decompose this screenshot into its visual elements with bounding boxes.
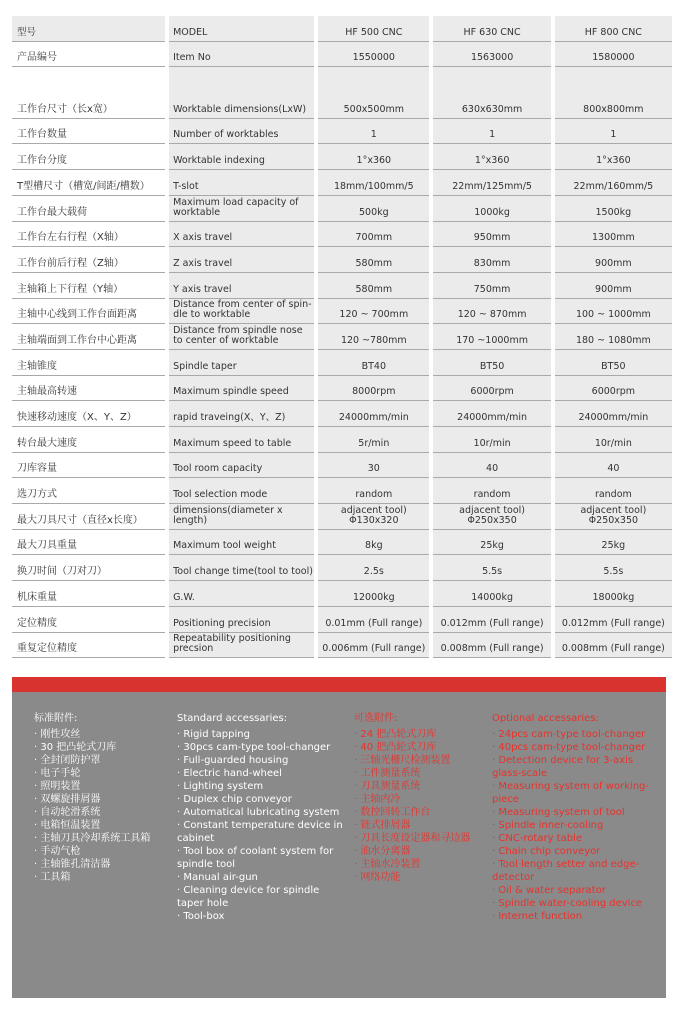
spec-value-hf630: 6000rpm <box>433 376 550 402</box>
accessory-item: · 链式排屑器 <box>354 820 411 831</box>
table-row <box>12 581 672 607</box>
spec-label-zh: 最大刀具尺寸（直径x长度） <box>12 504 165 530</box>
spec-label-zh: 快速移动速度（X、Y、Z） <box>12 401 165 427</box>
spec-label-zh: 转台最大速度 <box>12 427 165 453</box>
item-no-row <box>12 42 672 68</box>
spec-value-hf800: 22mm/160mm/5 <box>555 170 672 196</box>
spec-value-hf800: 6000rpm <box>555 376 672 402</box>
spec-value-hf800: 10r/min <box>555 427 672 453</box>
item-no-hf630: 1563000 <box>433 42 550 68</box>
accessory-item: · Electric hand-wheel <box>177 768 282 779</box>
item-no-hf500: 1550000 <box>318 42 429 68</box>
spec-label-zh: 选刀方式 <box>12 478 165 504</box>
spec-value-hf800: 0.008mm (Full range) <box>555 633 672 659</box>
accessory-item: · 照明装置 <box>34 781 81 792</box>
table-header-row <box>12 16 672 42</box>
table-row <box>12 504 672 530</box>
table-row <box>12 247 672 273</box>
spec-value-hf800: 800x800mm <box>555 93 672 119</box>
spec-label-zh: 最大刀具重量 <box>12 530 165 556</box>
spec-label-en: Tool room capacity <box>169 453 314 479</box>
spec-value-hf500: 0.006mm (Full range) <box>318 633 429 659</box>
spec-label-en: Distance from center of spin-dle to worktable <box>169 299 314 325</box>
spacer-cell <box>318 67 429 93</box>
accessory-item: · 电箱恒温装置 <box>34 820 101 831</box>
spec-label-zh: 工作台尺寸（长x宽） <box>12 93 165 119</box>
spec-value-hf500: 580mm <box>318 273 429 299</box>
spec-label-zh: 工作台左右行程（X轴） <box>12 222 165 248</box>
accessory-item: · Duplex chip conveyor <box>177 794 292 805</box>
spec-value-hf630: 630x630mm <box>433 93 550 119</box>
spec-label-en: Tool selection mode <box>169 478 314 504</box>
spacer-row <box>12 67 672 93</box>
spec-value-hf800: adjacent tool) Φ250x350 <box>555 504 672 530</box>
spec-label-en: Maximum load capacity of worktable <box>169 196 314 222</box>
spec-value-hf630: 1 <box>433 119 550 145</box>
accessory-item: · Spindle inner-cooling <box>492 820 604 831</box>
spec-label-zh: 定位精度 <box>12 607 165 633</box>
spec-value-hf800: BT50 <box>555 350 672 376</box>
standard-zh-list <box>34 728 174 884</box>
standard-accessories-en <box>177 712 347 923</box>
header-model-zh: 型号 <box>12 16 165 42</box>
spec-label-en: Worktable dimensions(LxW) <box>169 93 314 119</box>
spec-label-zh: 工作台数量 <box>12 119 165 145</box>
item-no-hf800: 1580000 <box>555 42 672 68</box>
accessory-item: · Tool length setter and edge-detector <box>492 859 640 883</box>
spec-value-hf500: 18mm/100mm/5 <box>318 170 429 196</box>
table-row <box>12 273 672 299</box>
accessory-item: · Chain chip conveyor <box>492 846 601 857</box>
accessory-item: · 30 把凸轮式刀库 <box>34 742 117 753</box>
header-model-en: MODEL <box>169 16 314 42</box>
accessory-item: · 刀具测量系统 <box>354 781 421 792</box>
accessory-item: · Tool box of coolant system for spindle tool <box>177 846 337 870</box>
spec-value-hf630: 0.008mm (Full range) <box>433 633 550 659</box>
accessory-item: · 主轴水冷装置 <box>354 859 421 870</box>
spec-value-hf630: 170 ~1000mm <box>433 324 550 350</box>
spec-value-hf800: 18000kg <box>555 581 672 607</box>
spec-label-en: Maximum tool weight <box>169 530 314 556</box>
table-row <box>12 299 672 325</box>
spec-label-en: G.W. <box>169 581 314 607</box>
spec-value-hf630: 120 ~ 870mm <box>433 299 550 325</box>
spec-value-hf500: 24000mm/min <box>318 401 429 427</box>
spec-value-hf800: 1°x360 <box>555 144 672 170</box>
spec-value-hf500: 500kg <box>318 196 429 222</box>
accessory-item: · 24 把凸轮式刀库 <box>354 729 437 740</box>
spec-value-hf630: 14000kg <box>433 581 550 607</box>
spec-value-hf630: 1000kg <box>433 196 550 222</box>
spec-label-zh: 刀库容量 <box>12 453 165 479</box>
spacer-cell <box>169 67 314 93</box>
spec-value-hf630: 10r/min <box>433 427 550 453</box>
table-row <box>12 555 672 581</box>
spec-label-en: Spindle taper <box>169 350 314 376</box>
spec-value-hf800: 24000mm/min <box>555 401 672 427</box>
accessory-item: · 主轴内冷 <box>354 794 401 805</box>
spec-label-zh: 主轴最高转速 <box>12 376 165 402</box>
spec-value-hf630: 22mm/125mm/5 <box>433 170 550 196</box>
accessory-item: · 数控回转工作台 <box>354 807 431 818</box>
spec-value-hf800: 5.5s <box>555 555 672 581</box>
accessory-item: · 40 把凸轮式刀库 <box>354 742 437 753</box>
spec-value-hf630: 1°x360 <box>433 144 550 170</box>
spec-value-hf800: 1300mm <box>555 222 672 248</box>
accessory-item: · Oil & water separator <box>492 885 606 896</box>
accessory-item: · Manual air-gun <box>177 872 258 883</box>
table-row <box>12 170 672 196</box>
accessory-item: · Detection device for 3-axis glass-scale <box>492 755 637 779</box>
accessory-item: · 工具箱 <box>34 872 71 883</box>
accessory-item: · 40pcs cam-type tool-changer <box>492 742 646 753</box>
accessory-item: · 主轴刀具冷却系统工具箱 <box>34 833 151 844</box>
header-hf800: HF 800 CNC <box>555 16 672 42</box>
table-row <box>12 324 672 350</box>
spec-value-hf630: random <box>433 478 550 504</box>
table-row <box>12 196 672 222</box>
table-row <box>12 144 672 170</box>
accessory-item: · Internet function <box>492 911 583 922</box>
spec-label-en: Distance from spindle nose to center of worktable <box>169 324 314 350</box>
spec-value-hf500: 1°x360 <box>318 144 429 170</box>
spec-label-zh: 工作台分度 <box>12 144 165 170</box>
accessory-item: · 网络功能 <box>354 872 401 883</box>
spec-label-en: Tool change time(tool to tool) <box>169 555 314 581</box>
spec-value-hf630: 25kg <box>433 530 550 556</box>
spec-value-hf500: adjacent tool) Φ130x320 <box>318 504 429 530</box>
spec-value-hf800: 900mm <box>555 273 672 299</box>
table-row <box>12 401 672 427</box>
spec-value-hf500: BT40 <box>318 350 429 376</box>
accessory-item: · Cleaning device for spindle taper hole <box>177 885 323 909</box>
spec-label-zh: T型槽尺寸（槽宽/间距/槽数） <box>12 170 165 196</box>
accessory-item: · Measuring system of working-piece <box>492 781 649 805</box>
spec-value-hf630: 24000mm/min <box>433 401 550 427</box>
spec-label-zh: 工作台最大载荷 <box>12 196 165 222</box>
accessory-item: · Constant temperature device in cabinet <box>177 820 346 844</box>
table-row <box>12 93 672 119</box>
spec-label-zh: 重复定位精度 <box>12 633 165 659</box>
spec-value-hf800: 0.012mm (Full range) <box>555 607 672 633</box>
accessory-item: · 全封闭防护罩 <box>34 755 101 766</box>
table-row <box>12 427 672 453</box>
spec-value-hf500: 2.5s <box>318 555 429 581</box>
accessory-item: · Spindle water-cooling device <box>492 898 643 909</box>
spec-label-zh: 换刀时间（刀对刀） <box>12 555 165 581</box>
accessory-item: · 手动气枪 <box>34 846 81 857</box>
spec-value-hf500: 1 <box>318 119 429 145</box>
red-divider-band <box>12 677 666 692</box>
accessory-item: · 三轴光栅尺检测装置 <box>354 755 451 766</box>
spec-value-hf500: 580mm <box>318 247 429 273</box>
accessory-item: · 自动轮滑系统 <box>34 807 101 818</box>
accessory-item: · 油水分离器 <box>354 846 411 857</box>
accessory-item: · Tool-box <box>177 911 225 922</box>
optional-zh-list <box>354 728 489 884</box>
spec-label-zh: 机床重量 <box>12 581 165 607</box>
spec-value-hf500: 0.01mm (Full range) <box>318 607 429 633</box>
spec-value-hf800: 180 ~ 1080mm <box>555 324 672 350</box>
spec-value-hf500: 700mm <box>318 222 429 248</box>
accessory-item: · 电子手轮 <box>34 768 81 779</box>
spec-label-en: T-slot <box>169 170 314 196</box>
optional-en-title: Optional accessaries: <box>492 713 599 724</box>
standard-zh-title: 标准附件: <box>34 713 78 724</box>
accessory-item: · 双螺旋排屑器 <box>34 794 101 805</box>
spec-value-hf500: 8kg <box>318 530 429 556</box>
standard-en-title: Standard accessaries: <box>177 713 288 724</box>
spec-label-zh: 主轴端面到工作台中心距离 <box>12 324 165 350</box>
spec-value-hf630: 5.5s <box>433 555 550 581</box>
spec-value-hf800: 100 ~ 1000mm <box>555 299 672 325</box>
spec-value-hf630: 40 <box>433 453 550 479</box>
optional-en-list <box>492 728 657 923</box>
table-row <box>12 222 672 248</box>
spec-value-hf630: adjacent tool) Φ250x350 <box>433 504 550 530</box>
optional-accessories-zh <box>354 712 489 884</box>
standard-accessories-zh <box>34 712 174 884</box>
item-no-label-en: Item No <box>169 42 314 68</box>
table-row <box>12 119 672 145</box>
spec-label-en: rapid traveing(X、Y、Z) <box>169 401 314 427</box>
spec-value-hf800: random <box>555 478 672 504</box>
spacer-cell <box>555 67 672 93</box>
accessory-item: · 24pcs cam-type tool-changer <box>492 729 646 740</box>
accessory-item: · Full-guarded housing <box>177 755 289 766</box>
table-row <box>12 453 672 479</box>
spacer-cell <box>12 67 165 93</box>
spec-value-hf630: 830mm <box>433 247 550 273</box>
accessory-item: · 工件测量系统 <box>354 768 421 779</box>
spec-value-hf800: 40 <box>555 453 672 479</box>
spec-value-hf500: 120 ~ 700mm <box>318 299 429 325</box>
table-row <box>12 607 672 633</box>
accessory-item: · CNC-rotary table <box>492 833 583 844</box>
spec-value-hf500: random <box>318 478 429 504</box>
spec-value-hf800: 1 <box>555 119 672 145</box>
spec-value-hf500: 500x500mm <box>318 93 429 119</box>
table-row <box>12 478 672 504</box>
spec-label-en: dimensions(diameter x length) <box>169 504 314 530</box>
spec-value-hf500: 12000kg <box>318 581 429 607</box>
header-hf500: HF 500 CNC <box>318 16 429 42</box>
spec-value-hf800: 900mm <box>555 247 672 273</box>
spec-label-en: Maximum speed to table <box>169 427 314 453</box>
spec-label-en: Number of worktables <box>169 119 314 145</box>
spacer-cell <box>433 67 550 93</box>
spec-label-en: Y axis travel <box>169 273 314 299</box>
optional-accessories-en <box>492 712 657 923</box>
accessory-item: · 主轴锥孔清洁器 <box>34 859 111 870</box>
spec-label-zh: 主轴箱上下行程（Y轴） <box>12 273 165 299</box>
spec-label-zh: 工作台前后行程（Z轴） <box>12 247 165 273</box>
spec-value-hf630: 950mm <box>433 222 550 248</box>
accessory-item: · 30pcs cam-type tool-changer <box>177 742 331 753</box>
table-row <box>12 633 672 659</box>
accessory-item: · 刚性攻丝 <box>34 729 81 740</box>
spec-value-hf500: 5r/min <box>318 427 429 453</box>
spec-label-en: Worktable indexing <box>169 144 314 170</box>
spec-label-en: X axis travel <box>169 222 314 248</box>
spec-value-hf500: 8000rpm <box>318 376 429 402</box>
spec-label-en: Positioning precision <box>169 607 314 633</box>
spec-label-en: Z axis travel <box>169 247 314 273</box>
spec-table <box>12 16 672 658</box>
table-row <box>12 350 672 376</box>
spec-value-hf630: 750mm <box>433 273 550 299</box>
accessory-item: · Lighting system <box>177 781 264 792</box>
accessories-panel <box>12 692 666 998</box>
accessory-item: · Measuring system of tool <box>492 807 625 818</box>
accessory-item: · 刀具长度设定器和寻边器 <box>354 833 471 844</box>
optional-zh-title: 可选附件: <box>354 713 398 724</box>
accessory-item: · Rigid tapping <box>177 729 250 740</box>
table-row <box>12 376 672 402</box>
spec-value-hf800: 1500kg <box>555 196 672 222</box>
spec-label-zh: 主轴中心线到工作台面距离 <box>12 299 165 325</box>
spec-label-zh: 主轴锥度 <box>12 350 165 376</box>
spec-rows <box>12 93 672 658</box>
table-row <box>12 530 672 556</box>
accessory-item: · Automatical lubricating system <box>177 807 340 818</box>
item-no-label-zh: 产品编号 <box>12 42 165 68</box>
spec-value-hf630: 0.012mm (Full range) <box>433 607 550 633</box>
spec-value-hf630: BT50 <box>433 350 550 376</box>
standard-en-list <box>177 728 347 923</box>
spec-label-en: Maximum spindle speed <box>169 376 314 402</box>
spec-value-hf800: 25kg <box>555 530 672 556</box>
header-hf630: HF 630 CNC <box>433 16 550 42</box>
spec-label-en: Repeatability positioning precsion <box>169 633 314 659</box>
spec-value-hf500: 120 ~780mm <box>318 324 429 350</box>
spec-value-hf500: 30 <box>318 453 429 479</box>
